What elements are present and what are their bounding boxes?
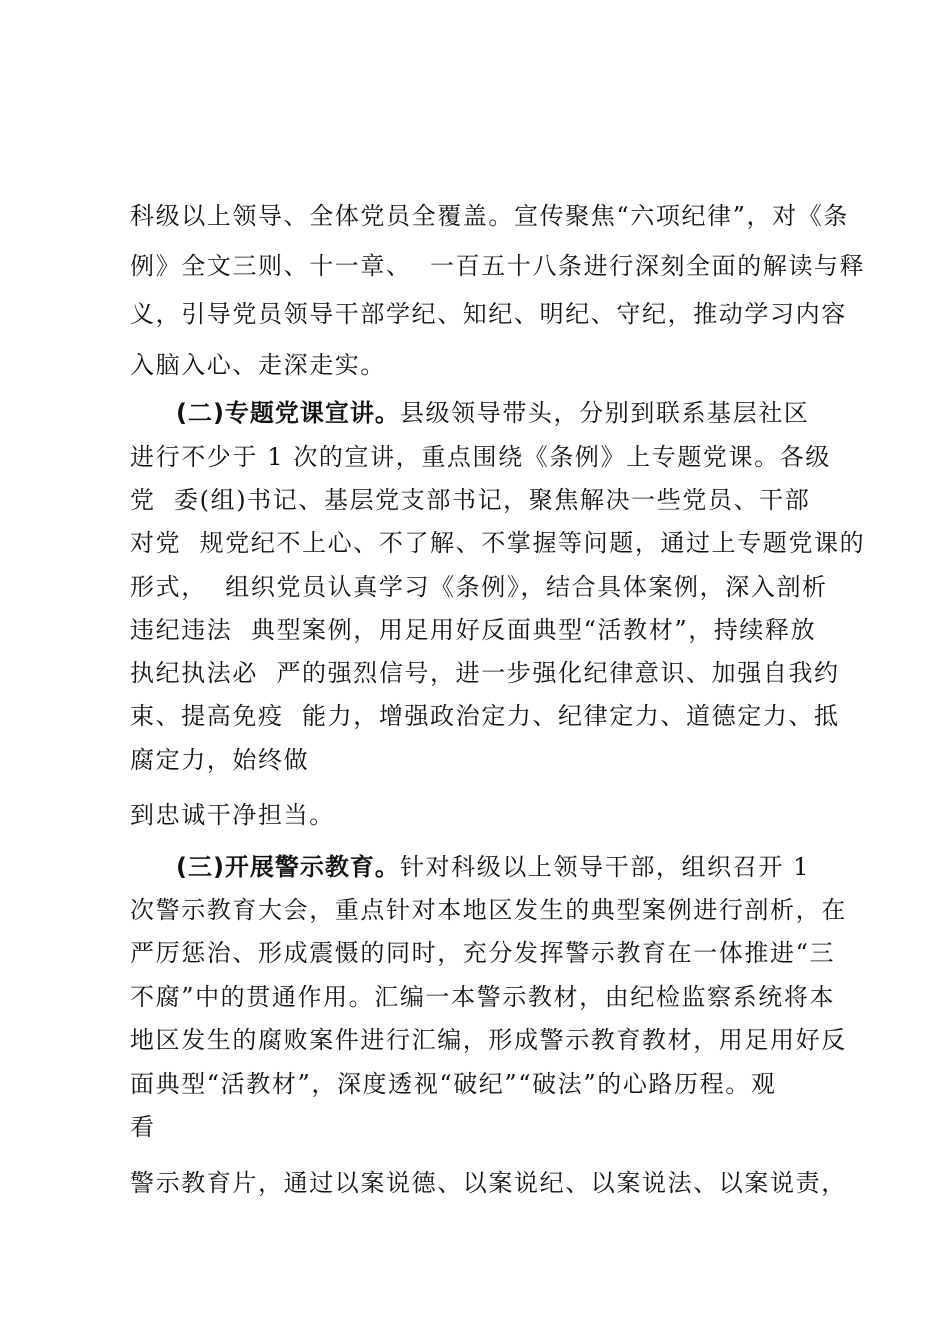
paragraph-1-line-2: 例》全文三则、十一章、 一百五十八条进行深刻全面的解读与释 xyxy=(130,252,866,280)
paragraph-3-first-line xyxy=(176,851,810,883)
paragraph-2-line-7: 执纪执法必 严的强烈信号，进一步强化纪律意识、加强自我约 xyxy=(130,659,840,687)
paragraph-2-line-2: 进行不少于 1 次的宣讲，重点围绕《条例》上专题党课。各级 xyxy=(130,443,831,471)
paragraph-3-line-5: 地区发生的腐败案件进行汇编，形成警示教育教材，用足用好反 xyxy=(130,1026,847,1054)
section-heading-2: (二)专题党课宣讲。 xyxy=(176,399,400,427)
paragraph-1-line-4: 入脑入心、走深走实。 xyxy=(130,351,386,379)
paragraph-3-line-1-text: 针对科级以上领导干部，组织召开 1 xyxy=(399,853,811,881)
paragraph-2-line-3: 党 委(组)书记、基层党支部书记，聚焦解决一些党员、干部 xyxy=(130,486,811,514)
paragraph-3-line-7: 看 xyxy=(130,1113,156,1141)
paragraph-2-first-line xyxy=(176,397,810,429)
paragraph-2-line-4: 对党 规党纪不上心、不了解、不掌握等问题，通过上专题党课的 xyxy=(130,529,866,557)
paragraph-2-line-8: 束、提高免疫 能力，增强政治定力、纪律定力、道德定力、抵 xyxy=(130,702,840,730)
paragraph-2-line-6: 违纪违法 典型案例，用足用好反面典型“活教材”，持续释放 xyxy=(130,616,817,644)
paragraph-2-line-9: 腐定力，始终做 xyxy=(130,746,310,774)
paragraph-3-line-8: 警示教育片，通过以案说德、以案说纪、以案说法、以案说责， xyxy=(130,1169,847,1197)
paragraph-3-line-3: 严厉惩治、形成震慑的同时，充分发挥警示教育在一体推进“三 xyxy=(130,939,836,967)
paragraph-1-line-3: 义，引导党员领导干部学纪、知纪、明纪、守纪，推动学习内容 xyxy=(130,300,847,328)
paragraph-3-line-4: 不腐”中的贯通作用。汇编一本警示教材，由纪检监察系统将本 xyxy=(130,983,836,1011)
section-heading-3: (三)开展警示教育。 xyxy=(176,853,400,881)
paragraph-2-line-1-text: 县级领导带头，分别到联系基层社区 xyxy=(399,399,810,427)
paragraph-1-line-1: 科级以上领导、全体党员全覆盖。宣传聚焦“六项纪律”，对《条 xyxy=(130,202,849,230)
paragraph-2-line-10: 到忠诚干净担当。 xyxy=(130,801,335,829)
paragraph-2-line-5: 形式， 组织党员认真学习《条例》，结合具体案例，深入剖析 xyxy=(130,573,828,601)
paragraph-3-line-2: 次警示教育大会，重点针对本地区发生的典型案例进行剖析，在 xyxy=(130,896,847,924)
paragraph-3-line-6: 面典型“活教材”，深度透视“破纪”“破法”的心路历程。观 xyxy=(130,1070,777,1098)
